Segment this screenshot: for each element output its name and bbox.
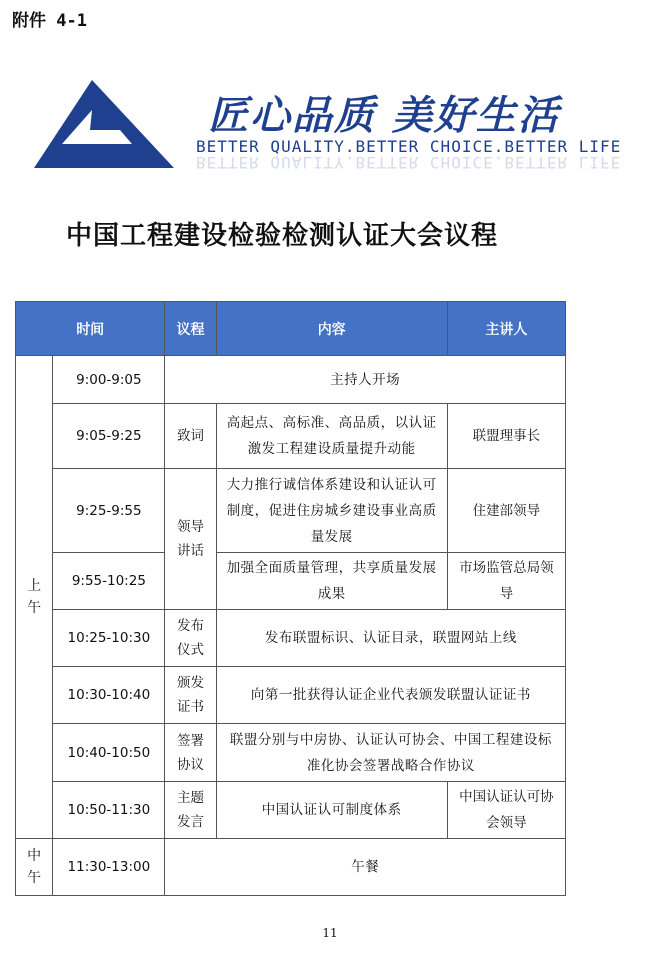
attachment-label: 附件 4-1 — [12, 11, 87, 31]
row-speaker: 市场监管总局领导 — [447, 553, 565, 610]
row-speaker: 中国认证认可协会领导 — [447, 782, 565, 839]
table-row — [16, 469, 566, 553]
table-row — [16, 404, 566, 469]
row-content: 午餐 — [165, 839, 566, 896]
row-agenda: 发布仪式 — [165, 610, 216, 667]
row-content: 主持人开场 — [165, 356, 566, 404]
brand-tagline-reflection: BETTER QUALITY.BETTER CHOICE.BETTER LIFE — [196, 153, 622, 172]
row-content: 向第一批获得认证企业代表颁发联盟认证证书 — [216, 667, 565, 724]
row-content: 联盟分别与中房协、认证认可协会、中国工程建设标准化协会签署战略合作协议 — [216, 724, 565, 782]
period-noon: 中午 — [16, 839, 53, 896]
row-content: 高起点、高标准、高品质，以认证激发工程建设质量提升动能 — [216, 404, 447, 469]
row-agenda: 领导讲话 — [165, 469, 216, 610]
row-agenda: 签署协议 — [165, 724, 216, 782]
row-time: 10:25-10:30 — [53, 610, 165, 667]
row-time: 10:50-11:30 — [53, 782, 165, 839]
table-row — [16, 782, 566, 839]
period-morning: 上午 — [16, 356, 53, 839]
row-content: 加强全面质量管理，共享质量发展成果 — [216, 553, 447, 610]
row-speaker: 住建部领导 — [447, 469, 565, 553]
row-time: 10:30-10:40 — [53, 667, 165, 724]
row-time: 9:55-10:25 — [53, 553, 165, 610]
row-speaker: 联盟理事长 — [447, 404, 565, 469]
row-time: 9:00-9:05 — [53, 356, 165, 404]
row-content: 大力推行诚信体系建设和认证认可制度，促进住房城乡建设事业高质量发展 — [216, 469, 447, 553]
header-agenda: 议程 — [165, 302, 216, 356]
header-content: 内容 — [216, 302, 447, 356]
table-row — [16, 356, 566, 404]
row-time: 11:30-13:00 — [53, 839, 165, 896]
table-row — [16, 553, 566, 610]
table-row — [16, 724, 566, 782]
table-row — [16, 839, 566, 896]
agenda-table — [15, 301, 566, 896]
row-content: 发布联盟标识、认证目录，联盟网站上线 — [216, 610, 565, 667]
row-content: 中国认证认可制度体系 — [216, 782, 447, 839]
row-time: 10:40-10:50 — [53, 724, 165, 782]
brand-tagline: BETTER QUALITY.BETTER CHOICE.BETTER LIFE — [196, 137, 622, 156]
header-time: 时间 — [16, 302, 165, 356]
table-row — [16, 610, 566, 667]
row-agenda: 主题发言 — [165, 782, 216, 839]
header-speaker: 主讲人 — [447, 302, 565, 356]
page-number: 11 — [322, 926, 338, 940]
table-row — [16, 667, 566, 724]
row-agenda: 颁发证书 — [165, 667, 216, 724]
row-time: 9:25-9:55 — [53, 469, 165, 553]
brand-slogan: 匠心品质 美好生活 — [208, 92, 560, 139]
logo-icon — [34, 80, 174, 170]
table-header-row — [16, 302, 566, 356]
row-agenda: 致词 — [165, 404, 216, 469]
row-time: 9:05-9:25 — [53, 404, 165, 469]
page-title: 中国工程建设检验检测认证大会议程 — [66, 221, 499, 251]
